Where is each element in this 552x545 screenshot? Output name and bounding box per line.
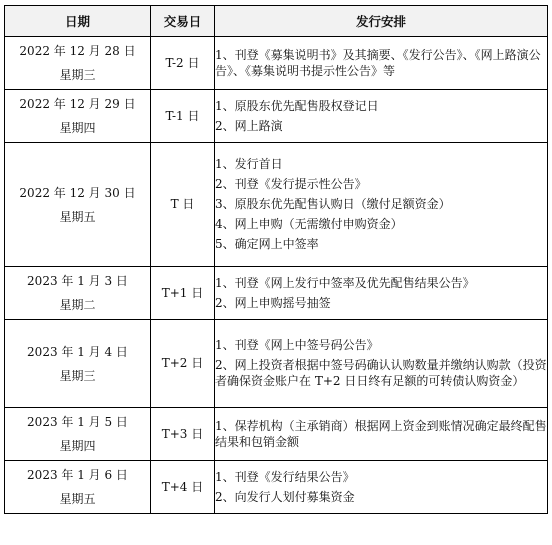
arrangement-cell (215, 90, 548, 143)
header-arrangement: 发行安排 (215, 6, 548, 37)
arrangement-cell (215, 408, 548, 461)
arrangement-cell (215, 267, 548, 320)
trading-day-cell: T-2 日 (151, 37, 215, 90)
trading-day-cell: T+2 日 (151, 320, 215, 408)
arrangement-cell (215, 461, 548, 514)
trading-day-cell: T+1 日 (151, 267, 215, 320)
date-text: 2023 年 1 月 5 日 (27, 415, 128, 429)
date-text: 2023 年 1 月 4 日 (27, 344, 128, 359)
weekday-text: 星期四 (59, 121, 96, 135)
date-text: 2023 年 1 月 6 日 (27, 468, 128, 482)
list-item: 2、刊登《发行提示性公告》 (215, 177, 367, 191)
list-item: 1、保荐机构（主承销商）根据网上资金到账情况确定最终配售结果和包销金额 (215, 418, 547, 449)
table-row (5, 461, 548, 514)
list-item: 2、网上路演 (215, 118, 283, 133)
list-item: 2、网上申购摇号抽签 (215, 295, 331, 310)
list-item: 1、刊登《网上中签号码公告》 (215, 338, 379, 352)
trading-day-cell: T 日 (151, 143, 215, 267)
list-item: 3、原股东优先配售认购日（缴付足额资金） (215, 197, 451, 211)
date-cell (5, 267, 151, 320)
trading-day-cell: T+4 日 (151, 461, 215, 514)
table-row (5, 90, 548, 143)
table-row (5, 143, 548, 267)
weekday-text: 星期二 (59, 298, 96, 312)
date-cell (5, 408, 151, 461)
arrangement-cell (215, 143, 548, 267)
arrangement-cell (215, 320, 548, 408)
table-row (5, 408, 548, 461)
list-item: 1、发行首日 (215, 157, 283, 171)
weekday-text: 星期四 (59, 439, 96, 453)
weekday-text: 星期五 (59, 209, 96, 224)
trading-day-cell: T+3 日 (151, 408, 215, 461)
date-text: 2022 年 12 月 29 日 (19, 97, 136, 111)
table-header-row (5, 6, 548, 37)
date-text: 2023 年 1 月 3 日 (27, 274, 128, 288)
date-text: 2022 年 12 月 30 日 (19, 185, 136, 200)
list-item: 5、确定网上中签率 (215, 237, 319, 251)
list-item: 2、网上投资者根据中签号码确认认购数量并缴纳认购款（投资者确保资金账户在 T+2 日日终有足额的可转债认购资金） (215, 358, 547, 388)
date-cell (5, 320, 151, 408)
trading-day-cell: T-1 日 (151, 90, 215, 143)
list-item: 1、刊登《募集说明书》及其摘要、《发行公告》、《网上路演公告》、《募集说明书提示性公告》等 (215, 47, 541, 78)
table-row (5, 320, 548, 408)
issuance-schedule-table (4, 5, 548, 514)
date-cell (5, 143, 151, 267)
header-trading-day: 交易日 (151, 6, 215, 37)
weekday-text: 星期五 (59, 492, 96, 506)
arrangement-cell (215, 37, 548, 90)
date-text: 2022 年 12 月 28 日 (19, 44, 136, 58)
weekday-text: 星期三 (59, 68, 96, 82)
date-cell (5, 90, 151, 143)
list-item: 4、网上申购（无需缴付申购资金） (215, 217, 403, 231)
header-date: 日期 (5, 6, 151, 37)
date-cell (5, 37, 151, 90)
table-row (5, 267, 548, 320)
table-row (5, 37, 548, 90)
list-item: 1、刊登《网上发行中签率及优先配售结果公告》 (215, 275, 475, 290)
list-item: 1、原股东优先配售股权登记日 (215, 98, 379, 113)
weekday-text: 星期三 (59, 368, 96, 383)
list-item: 2、向发行人划付募集资金 (215, 489, 355, 504)
list-item: 1、刊登《发行结果公告》 (215, 469, 355, 484)
date-cell (5, 461, 151, 514)
